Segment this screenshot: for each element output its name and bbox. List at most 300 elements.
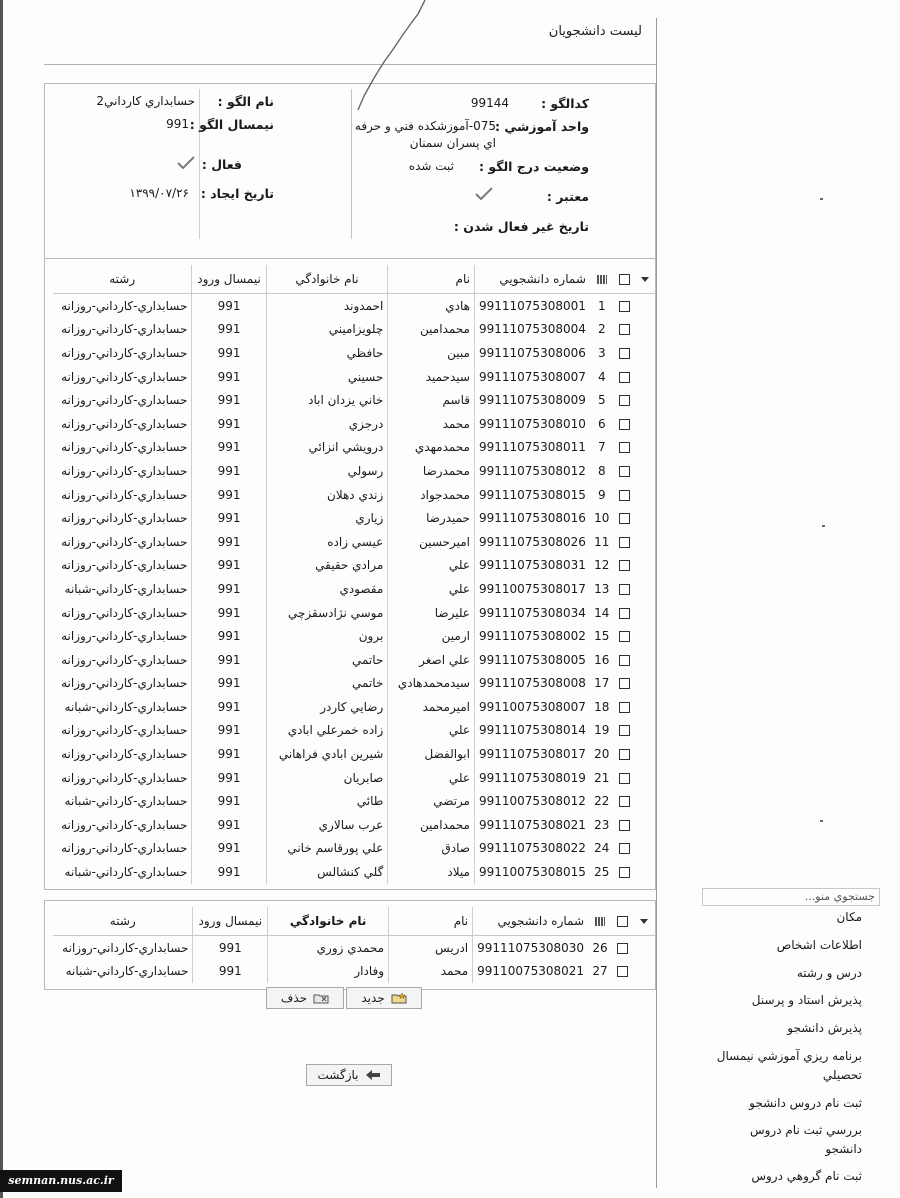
row-checkbox[interactable]: [614, 365, 635, 389]
row-number: 17: [594, 676, 610, 691]
major-cell: حسابداري-كارداني-روزانه: [61, 558, 188, 573]
row-spacer: [635, 341, 655, 365]
table-row[interactable]: [53, 601, 655, 625]
pattern-name-value: حسابداري كارداني2: [96, 94, 195, 108]
table-row[interactable]: [53, 318, 655, 342]
student-number-cell: 99111075308022: [474, 837, 589, 861]
entry-semester-cell: 991: [192, 766, 266, 790]
row-checkbox[interactable]: [614, 388, 635, 412]
row-spacer: [635, 624, 655, 648]
major-cell: حسابداري-كارداني-روزانه: [61, 676, 188, 691]
table-row[interactable]: [53, 960, 655, 984]
first-name-cell: مرتضي: [388, 789, 475, 813]
last-name-cell: درويشي انزائي: [266, 436, 388, 460]
row-spacer: [635, 436, 655, 460]
student-number-cell: 99111075308010: [474, 412, 589, 436]
pattern-info-box: [44, 83, 656, 258]
active-check-icon: [177, 156, 195, 170]
table-row[interactable]: [53, 860, 655, 884]
student-number-cell: 99111075308030: [473, 936, 588, 960]
unit-label: واحد آموزشي :: [495, 119, 589, 134]
entry-semester-cell: 991: [192, 577, 266, 601]
header-entry-semester[interactable]: نيمسال ورود: [192, 265, 266, 294]
menu-item-semester-planning[interactable]: برنامه ريزي آموزشي نيمسال تحصيلي: [716, 1049, 862, 1082]
new-button-label: جديد: [361, 991, 385, 1005]
major-cell: حسابداري-كارداني-روزانه: [61, 841, 188, 856]
table-row[interactable]: [53, 789, 655, 813]
pattern-name-label: نام الگو :: [217, 94, 274, 109]
table-row[interactable]: [53, 742, 655, 766]
decorative-dot: [820, 820, 823, 822]
row-spacer: [635, 695, 655, 719]
decorative-dot: [820, 198, 823, 200]
major-cell: حسابداري-كارداني-شبانه: [64, 581, 188, 596]
row-spacer: [635, 813, 655, 837]
last-name-cell: عيسي زاده: [266, 530, 388, 554]
menu-item-course-major[interactable]: درس و رشته: [796, 966, 862, 980]
created-date-value: ۱۳۹۹/۰۷/۲۶: [129, 186, 189, 200]
row-spacer: [635, 860, 655, 884]
first-name-cell: سيدحميد: [388, 365, 475, 389]
entry-semester-cell: 991: [192, 624, 266, 648]
first-name-cell: مبين: [388, 341, 475, 365]
first-name-cell: سيدمحمدهادي: [388, 672, 475, 696]
entry-semester-cell: 991: [192, 813, 266, 837]
row-spacer: [635, 412, 655, 436]
student-number-cell: 99110075308007: [474, 695, 589, 719]
menu-item-group-registration[interactable]: ثبت نام گروهي دروس: [751, 1169, 862, 1183]
last-name-cell: زندي دهلان: [266, 483, 388, 507]
major-cell: حسابداري-كارداني-شبانه: [64, 794, 188, 809]
student-number-cell: 99111075308021: [474, 813, 589, 837]
pattern-semester-label: نيمسال الگو :: [189, 117, 274, 132]
first-name-cell: محمدامين: [388, 813, 475, 837]
first-name-cell: محمد: [388, 412, 475, 436]
student-list-panel: [44, 18, 657, 1188]
last-name-cell: چلويزاميني: [266, 318, 388, 342]
delete-button[interactable]: [266, 987, 344, 1009]
entry-semester-cell: 991: [192, 294, 266, 318]
last-name-cell: موسي نژادسقزچي: [266, 601, 388, 625]
entry-semester-cell: 991: [192, 530, 266, 554]
row-spacer: [635, 766, 655, 790]
row-checkbox[interactable]: [614, 412, 635, 436]
row-checkbox[interactable]: [614, 648, 635, 672]
row-checkbox[interactable]: [614, 601, 635, 625]
entry-semester-cell: 991: [192, 837, 266, 861]
row-checkbox[interactable]: [614, 506, 635, 530]
menu-item-course-registration[interactable]: ثبت نام دروس دانشجو: [749, 1096, 862, 1110]
students-grid: [44, 258, 656, 890]
student-number-cell: 99111075308001: [474, 294, 589, 318]
table-row[interactable]: [53, 294, 655, 318]
row-number: 8: [597, 463, 606, 478]
row-number: 14: [594, 605, 610, 620]
row-checkbox[interactable]: [614, 554, 635, 578]
entry-semester-cell: 991: [192, 601, 266, 625]
table-row[interactable]: [53, 837, 655, 861]
row-number: 27: [592, 964, 608, 979]
entry-semester-cell: 991: [192, 483, 266, 507]
row-spacer: [635, 648, 655, 672]
row-checkbox[interactable]: [614, 577, 635, 601]
grid-columns-icon[interactable]: [590, 265, 614, 294]
students-table: [53, 265, 655, 884]
student-number-cell: 99111075308015: [474, 483, 589, 507]
table-row[interactable]: [53, 624, 655, 648]
student-number-cell: 99111075308008: [474, 672, 589, 696]
row-number: 21: [594, 770, 610, 785]
table-row[interactable]: [53, 530, 655, 554]
row-checkbox[interactable]: [614, 719, 635, 743]
major-cell: حسابداري-كارداني-روزانه: [61, 629, 188, 644]
valid-label: معتبر :: [546, 189, 589, 204]
students-table-page2: [53, 907, 655, 983]
header-first-name[interactable]: نام: [389, 907, 473, 936]
table-row[interactable]: [53, 483, 655, 507]
select-all-checkbox[interactable]: [612, 907, 634, 936]
entry-semester-cell: 991: [192, 554, 266, 578]
table-row[interactable]: [53, 506, 655, 530]
first-name-cell: محمدرضا: [388, 459, 475, 483]
major-cell: حسابداري-كارداني-روزانه: [61, 369, 188, 384]
row-checkbox[interactable]: [614, 294, 635, 318]
table-row[interactable]: [53, 459, 655, 483]
row-number: 15: [594, 629, 610, 644]
student-number-cell: 99111075308005: [474, 648, 589, 672]
table-row[interactable]: [53, 695, 655, 719]
major-cell: حسابداري-كارداني-روزانه: [61, 393, 188, 408]
major-cell: حسابداري-كارداني-روزانه: [61, 463, 188, 478]
first-name-cell: ميلاد: [388, 860, 475, 884]
row-number: 4: [597, 369, 606, 384]
row-spacer: [634, 960, 655, 984]
table-row[interactable]: [53, 412, 655, 436]
row-checkbox[interactable]: [614, 672, 635, 696]
row-spacer: [634, 936, 655, 960]
student-number-cell: 99110075308015: [474, 860, 589, 884]
title-divider: [44, 64, 656, 65]
header-last-name[interactable]: نام خانوادگي: [266, 265, 388, 294]
row-checkbox[interactable]: [614, 459, 635, 483]
row-checkbox[interactable]: [614, 318, 635, 342]
last-name-cell: عرب سالاري: [266, 813, 388, 837]
row-spacer: [635, 789, 655, 813]
student-number-cell: 99110075308021: [473, 960, 588, 984]
info-column-divider: [351, 89, 352, 239]
student-number-cell: 99111075308006: [474, 341, 589, 365]
major-cell: حسابداري-كارداني-روزانه: [61, 322, 188, 337]
last-name-cell: مقصودي: [266, 577, 388, 601]
row-number: 10: [594, 511, 610, 526]
table-row[interactable]: [53, 365, 655, 389]
menu-item-location[interactable]: مكان: [836, 910, 862, 924]
first-name-cell: محمدمهدي: [388, 436, 475, 460]
entry-semester-cell: 991: [192, 506, 266, 530]
row-checkbox[interactable]: [614, 860, 635, 884]
unit-value-line2: اي پسران سمنان: [409, 136, 496, 150]
row-number: 16: [594, 652, 610, 667]
row-spacer: [635, 577, 655, 601]
major-cell: حسابداري-كارداني-روزانه: [61, 345, 188, 360]
table-row[interactable]: [53, 813, 655, 837]
row-spacer: [635, 530, 655, 554]
code-value: 99144: [470, 96, 509, 110]
row-checkbox[interactable]: [614, 742, 635, 766]
row-spacer: [635, 483, 655, 507]
student-number-cell: 99110075308017: [474, 577, 589, 601]
row-checkbox[interactable]: [614, 436, 635, 460]
major-cell: حسابداري-كارداني-روزانه: [61, 747, 188, 762]
last-name-cell: محمدي زوري: [268, 936, 389, 960]
status-label: وضعيت درج الگو :: [479, 159, 589, 174]
first-name-cell: علي: [388, 577, 475, 601]
back-button[interactable]: [306, 1064, 392, 1086]
column-menu-icon[interactable]: [634, 907, 655, 936]
row-number: 23: [594, 817, 610, 832]
pattern-semester-value: 991: [166, 117, 189, 131]
row-checkbox[interactable]: [614, 789, 635, 813]
last-name-cell: خاتمي: [266, 672, 388, 696]
last-name-cell: مرادي حقيقي: [266, 554, 388, 578]
row-spacer: [635, 554, 655, 578]
entry-semester-cell: 991: [192, 388, 266, 412]
delete-record-icon: [313, 992, 329, 1004]
row-spacer: [635, 742, 655, 766]
last-name-cell: حافظي: [266, 341, 388, 365]
first-name-cell: علي اصغر: [388, 648, 475, 672]
table-row[interactable]: [53, 766, 655, 790]
row-checkbox[interactable]: [612, 960, 634, 984]
first-name-cell: اميرمحمد: [388, 695, 475, 719]
back-button-label: بازگشت: [317, 1068, 359, 1082]
students-grid-page2: [44, 900, 656, 990]
decorative-dot: [822, 525, 825, 527]
major-cell: حسابداري-كارداني-روزانه: [61, 770, 188, 785]
table-header-row: [53, 265, 655, 294]
student-number-cell: 99111075308026: [474, 530, 589, 554]
row-number: 18: [594, 699, 610, 714]
entry-semester-cell: 991: [192, 341, 266, 365]
grid-columns-icon[interactable]: [588, 907, 612, 936]
row-checkbox[interactable]: [614, 813, 635, 837]
header-first-name[interactable]: نام: [388, 265, 475, 294]
row-number: 13: [594, 581, 610, 596]
entry-semester-cell: 991: [192, 365, 266, 389]
row-spacer: [635, 672, 655, 696]
table-row[interactable]: [53, 554, 655, 578]
last-name-cell: درجزي: [266, 412, 388, 436]
students-table-page2-body: [53, 936, 655, 984]
navigation-pane: [660, 0, 900, 1198]
row-checkbox[interactable]: [614, 766, 635, 790]
row-spacer: [635, 719, 655, 743]
entry-semester-cell: 991: [193, 936, 268, 960]
select-all-checkbox[interactable]: [614, 265, 635, 294]
header-major[interactable]: رشته: [53, 907, 193, 936]
entry-semester-cell: 991: [192, 742, 266, 766]
row-spacer: [635, 365, 655, 389]
menu-item-persons-info[interactable]: اطلاعات اشخاص: [776, 938, 862, 952]
row-checkbox[interactable]: [614, 695, 635, 719]
last-name-cell: خاني يزدان اباد: [266, 388, 388, 412]
student-number-cell: 99111075308012: [474, 459, 589, 483]
row-checkbox[interactable]: [612, 936, 634, 960]
menu-item-student-admission[interactable]: پذيرش دانشجو: [787, 1021, 862, 1035]
row-checkbox[interactable]: [614, 483, 635, 507]
table-row[interactable]: [53, 388, 655, 412]
student-number-cell: 99111075308007: [474, 365, 589, 389]
major-cell: حسابداري-كارداني-شبانه: [65, 964, 189, 979]
header-student-no[interactable]: شماره دانشجويي: [474, 265, 589, 294]
entry-semester-cell: 991: [192, 318, 266, 342]
header-major[interactable]: رشته: [53, 265, 192, 294]
first-name-cell: حميدرضا: [388, 506, 475, 530]
entry-semester-cell: 991: [192, 412, 266, 436]
entry-semester-cell: 991: [192, 672, 266, 696]
table-header-row: [53, 907, 655, 936]
table-row[interactable]: [53, 648, 655, 672]
table-row[interactable]: [53, 936, 655, 960]
row-number: 12: [594, 558, 610, 573]
header-student-no[interactable]: شماره دانشجويي: [473, 907, 588, 936]
row-checkbox[interactable]: [614, 341, 635, 365]
first-name-cell: علي: [388, 554, 475, 578]
student-number-cell: 99111075308034: [474, 601, 589, 625]
student-number-cell: 99111075308002: [474, 624, 589, 648]
student-number-cell: 99111075308016: [474, 506, 589, 530]
last-name-cell: برون: [266, 624, 388, 648]
row-checkbox[interactable]: [614, 837, 635, 861]
last-name-cell: حاتمي: [266, 648, 388, 672]
new-record-icon: [391, 992, 407, 1004]
row-checkbox[interactable]: [614, 530, 635, 554]
major-cell: حسابداري-كارداني-روزانه: [61, 487, 188, 502]
menu-search-input[interactable]: جستجوي منو...: [702, 888, 880, 906]
row-spacer: [635, 506, 655, 530]
table-row[interactable]: [53, 719, 655, 743]
row-checkbox[interactable]: [614, 624, 635, 648]
first-name-cell: محمدامين: [388, 318, 475, 342]
student-number-cell: 99110075308012: [474, 789, 589, 813]
student-number-cell: 99111075308009: [474, 388, 589, 412]
student-number-cell: 99111075308014: [474, 719, 589, 743]
unit-value-line1: 075-آموزشكده فني و حرفه: [354, 119, 496, 133]
site-watermark: semnan.nus.ac.ir: [0, 1170, 122, 1192]
row-number: 20: [594, 747, 610, 762]
major-cell: حسابداري-كارداني-شبانه: [64, 699, 188, 714]
active-label: فعال :: [201, 157, 242, 172]
entry-semester-cell: 991: [192, 719, 266, 743]
first-name-cell: ادريس: [389, 936, 473, 960]
student-number-cell: 99111075308019: [474, 766, 589, 790]
major-cell: حسابداري-كارداني-روزانه: [61, 817, 188, 832]
last-name-cell: رسولي: [266, 459, 388, 483]
entry-semester-cell: 991: [192, 436, 266, 460]
last-name-cell: شيرين ابادي فراهاني: [266, 742, 388, 766]
row-number: 5: [597, 393, 606, 408]
first-name-cell: علي: [388, 766, 475, 790]
major-cell: حسابداري-كارداني-روزانه: [61, 605, 188, 620]
last-name-cell: علي پورقاسم خاني: [266, 837, 388, 861]
last-name-cell: زاده خمرعلي ابادي: [266, 719, 388, 743]
created-date-label: تاريخ ايجاد :: [200, 186, 274, 201]
major-cell: حسابداري-كارداني-شبانه: [64, 865, 188, 880]
last-name-cell: احمدوند: [266, 294, 388, 318]
entry-semester-cell: 991: [192, 789, 266, 813]
status-value: ثبت شده: [408, 159, 454, 173]
inactive-date-label: تاريخ غير فعال شدن :: [453, 219, 589, 234]
panel-title: ليست دانشجويان: [548, 24, 642, 39]
row-number: 26: [592, 940, 608, 955]
major-cell: حسابداري-كارداني-روزانه: [61, 652, 188, 667]
last-name-cell: زياري: [266, 506, 388, 530]
table-row[interactable]: [53, 341, 655, 365]
first-name-cell: قاسم: [388, 388, 475, 412]
header-entry-semester[interactable]: نيمسال ورود: [193, 907, 268, 936]
first-name-cell: ابوالفضل: [388, 742, 475, 766]
major-cell: حسابداري-كارداني-روزانه: [61, 511, 188, 526]
row-number: 3: [597, 345, 606, 360]
student-number-cell: 99111075308004: [474, 318, 589, 342]
row-spacer: [635, 388, 655, 412]
last-name-cell: رضايي كاردر: [266, 695, 388, 719]
row-number: 6: [597, 416, 606, 431]
entry-semester-cell: 991: [192, 860, 266, 884]
menu-item-registration-review[interactable]: بررسي ثبت نام دروس دانشجو: [749, 1123, 862, 1156]
row-spacer: [635, 601, 655, 625]
major-cell: حسابداري-كارداني-روزانه: [61, 723, 188, 738]
row-number: 11: [594, 534, 610, 549]
column-menu-icon[interactable]: [635, 265, 655, 294]
student-number-cell: 99111075308011: [474, 436, 589, 460]
last-name-cell: گلي كنشالس: [266, 860, 388, 884]
header-last-name[interactable]: نام خانوادگي: [268, 907, 389, 936]
last-name-cell: صابريان: [266, 766, 388, 790]
major-cell: حسابداري-كارداني-روزانه: [61, 534, 188, 549]
first-name-cell: محمدجواد: [388, 483, 475, 507]
delete-button-label: حذف: [280, 991, 308, 1005]
major-cell: حسابداري-كارداني-روزانه: [62, 940, 189, 955]
last-name-cell: وفادار: [268, 960, 389, 984]
table-row[interactable]: [53, 436, 655, 460]
first-name-cell: محمد: [389, 960, 473, 984]
code-label: كدالگو :: [541, 96, 589, 111]
table-row[interactable]: [53, 672, 655, 696]
arrow-left-icon: [365, 1069, 381, 1081]
row-spacer: [635, 459, 655, 483]
student-number-cell: 99111075308017: [474, 742, 589, 766]
table-row[interactable]: [53, 577, 655, 601]
first-name-cell: علي: [388, 719, 475, 743]
info-column-divider-2: [199, 89, 200, 239]
major-cell: حسابداري-كارداني-روزانه: [61, 416, 188, 431]
row-number: 19: [594, 723, 610, 738]
row-number: 22: [594, 794, 610, 809]
first-name-cell: ارمين: [388, 624, 475, 648]
new-button[interactable]: [346, 987, 422, 1009]
row-number: 7: [597, 440, 606, 455]
entry-semester-cell: 991: [192, 648, 266, 672]
row-spacer: [635, 294, 655, 318]
menu-item-staff-admission[interactable]: پذيرش استاد و پرسنل: [751, 993, 862, 1007]
row-number: 24: [594, 841, 610, 856]
row-spacer: [635, 318, 655, 342]
row-number: 2: [597, 322, 606, 337]
first-name-cell: عليرضا: [388, 601, 475, 625]
first-name-cell: صادق: [388, 837, 475, 861]
row-number: 1: [597, 298, 606, 313]
